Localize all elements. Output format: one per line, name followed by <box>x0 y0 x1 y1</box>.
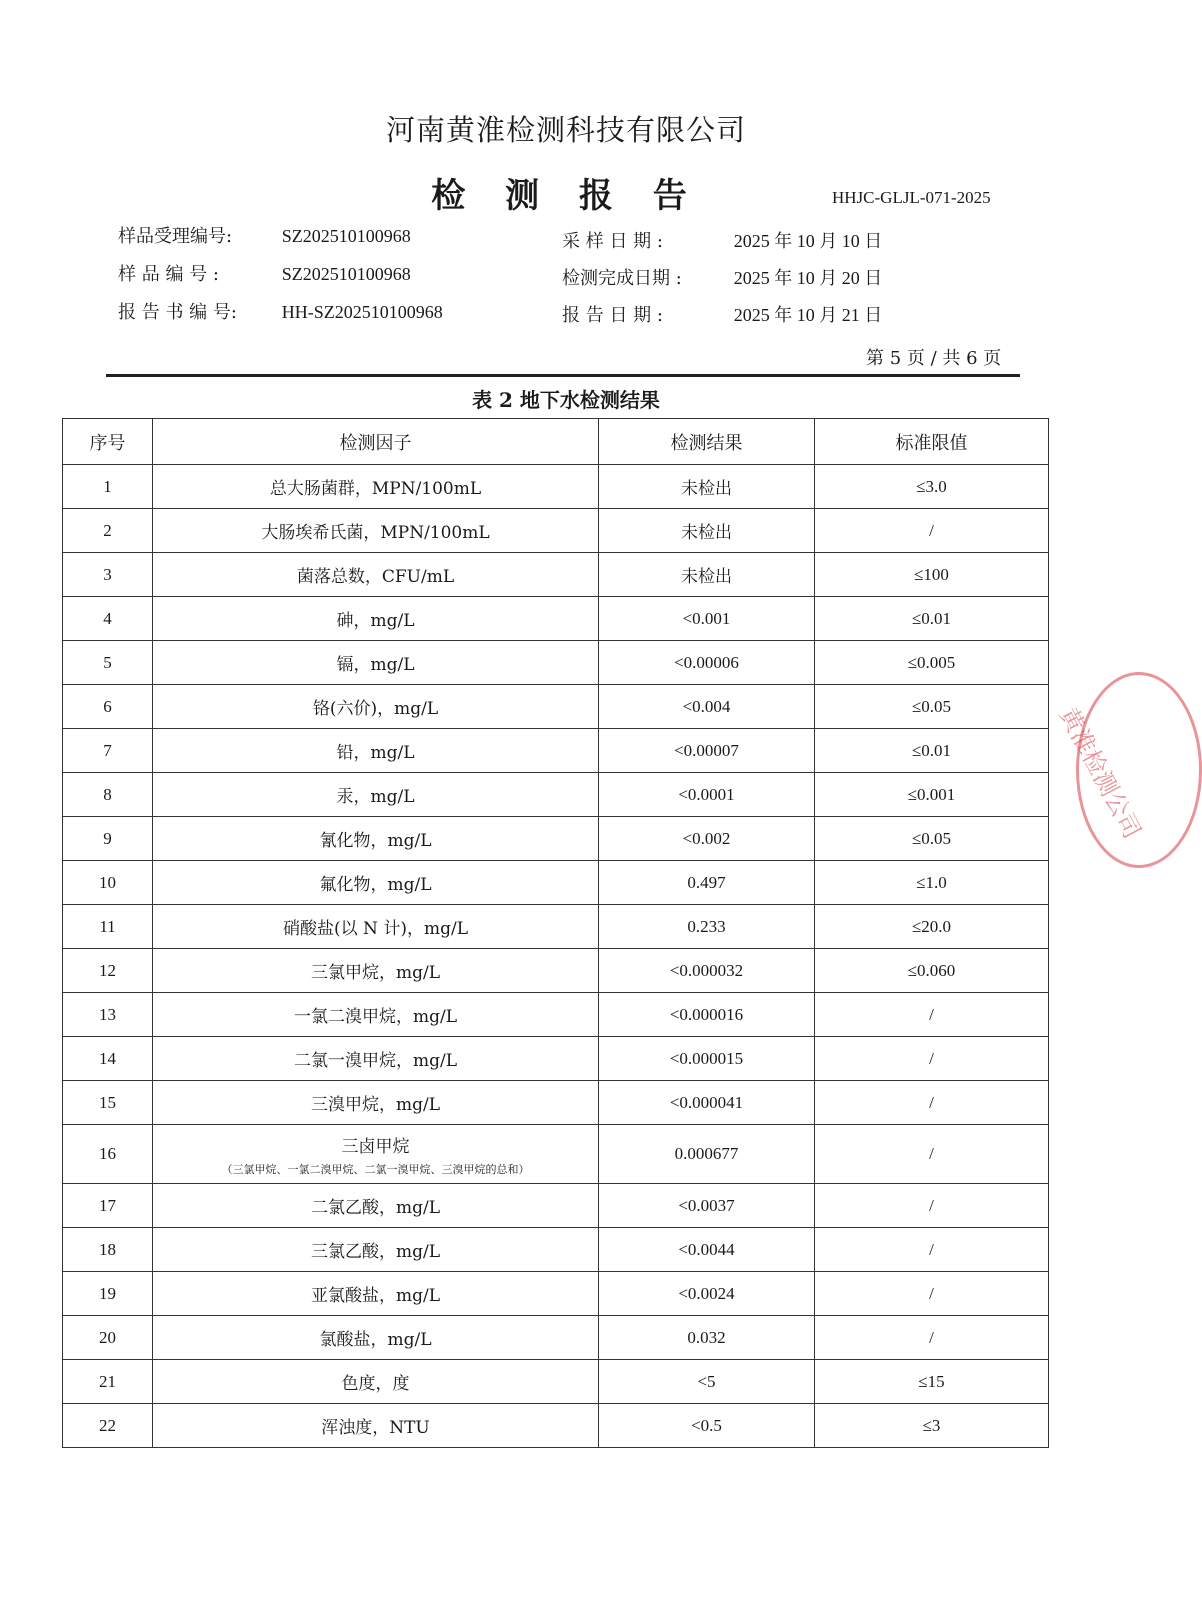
cell-result: <0.0044 <box>599 1228 815 1272</box>
meta-sample-no <box>118 260 411 286</box>
cell-factor <box>153 1228 599 1272</box>
header-factor: 检测因子 <box>153 419 599 465</box>
cell-factor <box>153 553 599 597</box>
cell-result: <0.00007 <box>599 729 815 773</box>
factor-name: 三溴甲烷，mg/L <box>310 1095 441 1115</box>
factor-note: （三氯甲烷、一氯二溴甲烷、二氯一溴甲烷、三溴甲烷的总和） <box>221 1162 530 1176</box>
cell-seq: 6 <box>63 685 153 729</box>
cell-seq: 4 <box>63 597 153 641</box>
table-row <box>63 1037 1049 1081</box>
cell-factor <box>153 1404 599 1448</box>
table-row <box>63 1404 1049 1448</box>
cell-limit: / <box>815 1037 1049 1081</box>
meta-label: 检测完成日期 : <box>562 268 682 289</box>
header-result: 检测结果 <box>599 419 815 465</box>
cell-limit: ≤0.01 <box>815 597 1049 641</box>
cell-limit: ≤0.05 <box>815 685 1049 729</box>
cell-result: 0.233 <box>599 905 815 949</box>
cell-result: <0.000041 <box>599 1081 815 1125</box>
table-row <box>63 1316 1049 1360</box>
table-row <box>63 1184 1049 1228</box>
meta-value: 2025 年 10 月 20 日 <box>733 268 883 288</box>
cell-limit: ≤0.005 <box>815 641 1049 685</box>
cell-result: <0.5 <box>599 1404 815 1448</box>
cell-factor <box>153 641 599 685</box>
table-row <box>63 1125 1049 1184</box>
cell-factor <box>153 597 599 641</box>
table-row <box>63 465 1049 509</box>
seal-text: 黄淮检测公司 <box>1053 702 1147 844</box>
cell-factor <box>153 993 599 1037</box>
header-limit: 标准限值 <box>815 419 1049 465</box>
cell-result: <0.000015 <box>599 1037 815 1081</box>
factor-name: 氰化物，mg/L <box>319 831 432 851</box>
cell-factor <box>153 1037 599 1081</box>
cell-seq: 15 <box>63 1081 153 1125</box>
table-row <box>63 553 1049 597</box>
cell-factor <box>153 1360 599 1404</box>
header-seq: 序号 <box>63 419 153 465</box>
cell-seq: 20 <box>63 1316 153 1360</box>
factor-name: 氟化物，mg/L <box>319 875 432 895</box>
cell-seq: 12 <box>63 949 153 993</box>
table-row <box>63 817 1049 861</box>
cell-factor <box>153 509 599 553</box>
cell-factor <box>153 949 599 993</box>
company-name: 河南黄淮检测科技有限公司 <box>385 113 746 147</box>
meta-value: SZ202510100968 <box>281 226 411 246</box>
factor-name: 三氯乙酸，mg/L <box>310 1242 441 1262</box>
cell-seq: 5 <box>63 641 153 685</box>
cell-seq: 16 <box>63 1125 153 1184</box>
factor-name: 硝酸盐(以 N 计)，mg/L <box>283 919 468 939</box>
table-row <box>63 1081 1049 1125</box>
cell-limit: ≤1.0 <box>815 861 1049 905</box>
meta-sampling-date <box>562 227 882 253</box>
cell-result: 未检出 <box>599 465 815 509</box>
cell-limit: / <box>815 993 1049 1037</box>
cell-limit: / <box>815 1228 1049 1272</box>
meta-label: 报 告 书 编 号: <box>118 302 237 323</box>
table-row <box>63 1272 1049 1316</box>
table-caption: 表 2 地下水检测结果 <box>472 388 660 412</box>
factor-name: 一氯二溴甲烷，mg/L <box>293 1007 458 1027</box>
meta-test-complete-date <box>562 264 882 290</box>
meta-value: SZ202510100968 <box>281 264 411 284</box>
cell-result: 0.032 <box>599 1316 815 1360</box>
cell-seq: 22 <box>63 1404 153 1448</box>
factor-name: 亚氯酸盐，mg/L <box>310 1286 441 1306</box>
cell-factor <box>153 729 599 773</box>
cell-limit: / <box>815 1184 1049 1228</box>
cell-limit: ≤0.001 <box>815 773 1049 817</box>
table-row <box>63 993 1049 1037</box>
table-row <box>63 509 1049 553</box>
cell-limit: / <box>815 509 1049 553</box>
factor-name: 浑浊度，NTU <box>321 1418 430 1438</box>
document-code: HHJC-GLJL-071-2025 <box>832 188 991 207</box>
factor-name: 三卤甲烷 <box>341 1136 410 1157</box>
factor-name: 色度，度 <box>341 1374 410 1394</box>
factor-name: 三氯甲烷，mg/L <box>310 963 441 983</box>
cell-limit: ≤3 <box>815 1404 1049 1448</box>
factor-name: 砷，mg/L <box>336 611 415 631</box>
factor-name: 铬(六价)，mg/L <box>312 699 439 719</box>
cell-result: <0.002 <box>599 817 815 861</box>
factor-name: 菌落总数，CFU/mL <box>296 567 455 587</box>
cell-limit: ≤0.01 <box>815 729 1049 773</box>
cell-seq: 19 <box>63 1272 153 1316</box>
page-number: 第 5 页 / 共 6 页 <box>866 348 1002 369</box>
meta-label: 报 告 日 期 : <box>562 305 663 326</box>
cell-factor <box>153 1125 599 1184</box>
cell-seq: 1 <box>63 465 153 509</box>
cell-limit: / <box>815 1272 1049 1316</box>
cell-result: <0.0037 <box>599 1184 815 1228</box>
meta-report-date <box>562 301 882 327</box>
cell-limit: ≤20.0 <box>815 905 1049 949</box>
factor-name: 铅，mg/L <box>336 743 415 763</box>
factor-name: 镉，mg/L <box>336 655 415 675</box>
table-row <box>63 949 1049 993</box>
cell-seq: 9 <box>63 817 153 861</box>
cell-seq: 13 <box>63 993 153 1037</box>
cell-result: <0.000032 <box>599 949 815 993</box>
cell-factor <box>153 861 599 905</box>
factor-name: 大肠埃希氏菌，MPN/100mL <box>261 523 490 543</box>
factor-name: 氯酸盐，mg/L <box>319 1330 432 1350</box>
cell-factor <box>153 1316 599 1360</box>
cell-factor <box>153 773 599 817</box>
table-row <box>63 641 1049 685</box>
cell-limit: / <box>815 1316 1049 1360</box>
cell-seq: 3 <box>63 553 153 597</box>
cell-seq: 10 <box>63 861 153 905</box>
cell-result: <0.0024 <box>599 1272 815 1316</box>
cell-result: <0.00006 <box>599 641 815 685</box>
meta-value: 2025 年 10 月 10 日 <box>733 231 883 251</box>
meta-label: 样 品 编 号 : <box>118 264 219 285</box>
cell-seq: 2 <box>63 509 153 553</box>
table-row <box>63 685 1049 729</box>
table-row <box>63 1228 1049 1272</box>
table-row <box>63 1360 1049 1404</box>
cell-factor <box>153 465 599 509</box>
cell-result: <0.0001 <box>599 773 815 817</box>
cell-factor <box>153 817 599 861</box>
cell-factor <box>153 1272 599 1316</box>
meta-label: 样品受理编号: <box>118 226 233 247</box>
table-header-row <box>63 419 1049 465</box>
table-row <box>63 905 1049 949</box>
factor-name: 二氯乙酸，mg/L <box>310 1198 441 1218</box>
meta-sample-receipt-no <box>118 222 411 248</box>
cell-seq: 21 <box>63 1360 153 1404</box>
cell-result: <5 <box>599 1360 815 1404</box>
cell-seq: 11 <box>63 905 153 949</box>
results-table <box>62 418 1049 1448</box>
cell-limit: ≤0.060 <box>815 949 1049 993</box>
meta-report-no <box>118 298 443 324</box>
cell-limit: ≤3.0 <box>815 465 1049 509</box>
table-row <box>63 597 1049 641</box>
cell-limit: ≤100 <box>815 553 1049 597</box>
cell-factor <box>153 685 599 729</box>
cell-result: 0.497 <box>599 861 815 905</box>
cell-factor <box>153 1184 599 1228</box>
factor-name: 总大肠菌群，MPN/100mL <box>269 479 482 499</box>
factor-name: 二氯一溴甲烷，mg/L <box>293 1051 458 1071</box>
cell-limit: / <box>815 1081 1049 1125</box>
cell-factor <box>153 1081 599 1125</box>
cell-seq: 17 <box>63 1184 153 1228</box>
table-row <box>63 861 1049 905</box>
table-row <box>63 773 1049 817</box>
cell-limit: ≤0.05 <box>815 817 1049 861</box>
cell-factor <box>153 905 599 949</box>
meta-label: 采 样 日 期 : <box>562 231 663 252</box>
cell-result: 0.000677 <box>599 1125 815 1184</box>
cell-limit: / <box>815 1125 1049 1184</box>
table-row <box>63 729 1049 773</box>
meta-value: 2025 年 10 月 21 日 <box>733 305 883 325</box>
report-title: 检 测 报 告 <box>431 176 701 216</box>
cell-result: <0.004 <box>599 685 815 729</box>
cell-seq: 18 <box>63 1228 153 1272</box>
meta-value: HH-SZ202510100968 <box>281 302 443 322</box>
factor-name: 汞，mg/L <box>336 787 415 807</box>
cell-result: <0.000016 <box>599 993 815 1037</box>
cell-seq: 14 <box>63 1037 153 1081</box>
cell-result: 未检出 <box>599 553 815 597</box>
cell-seq: 7 <box>63 729 153 773</box>
cell-result: 未检出 <box>599 509 815 553</box>
header-divider <box>106 374 1020 377</box>
cell-limit: ≤15 <box>815 1360 1049 1404</box>
cell-result: <0.001 <box>599 597 815 641</box>
cell-seq: 8 <box>63 773 153 817</box>
